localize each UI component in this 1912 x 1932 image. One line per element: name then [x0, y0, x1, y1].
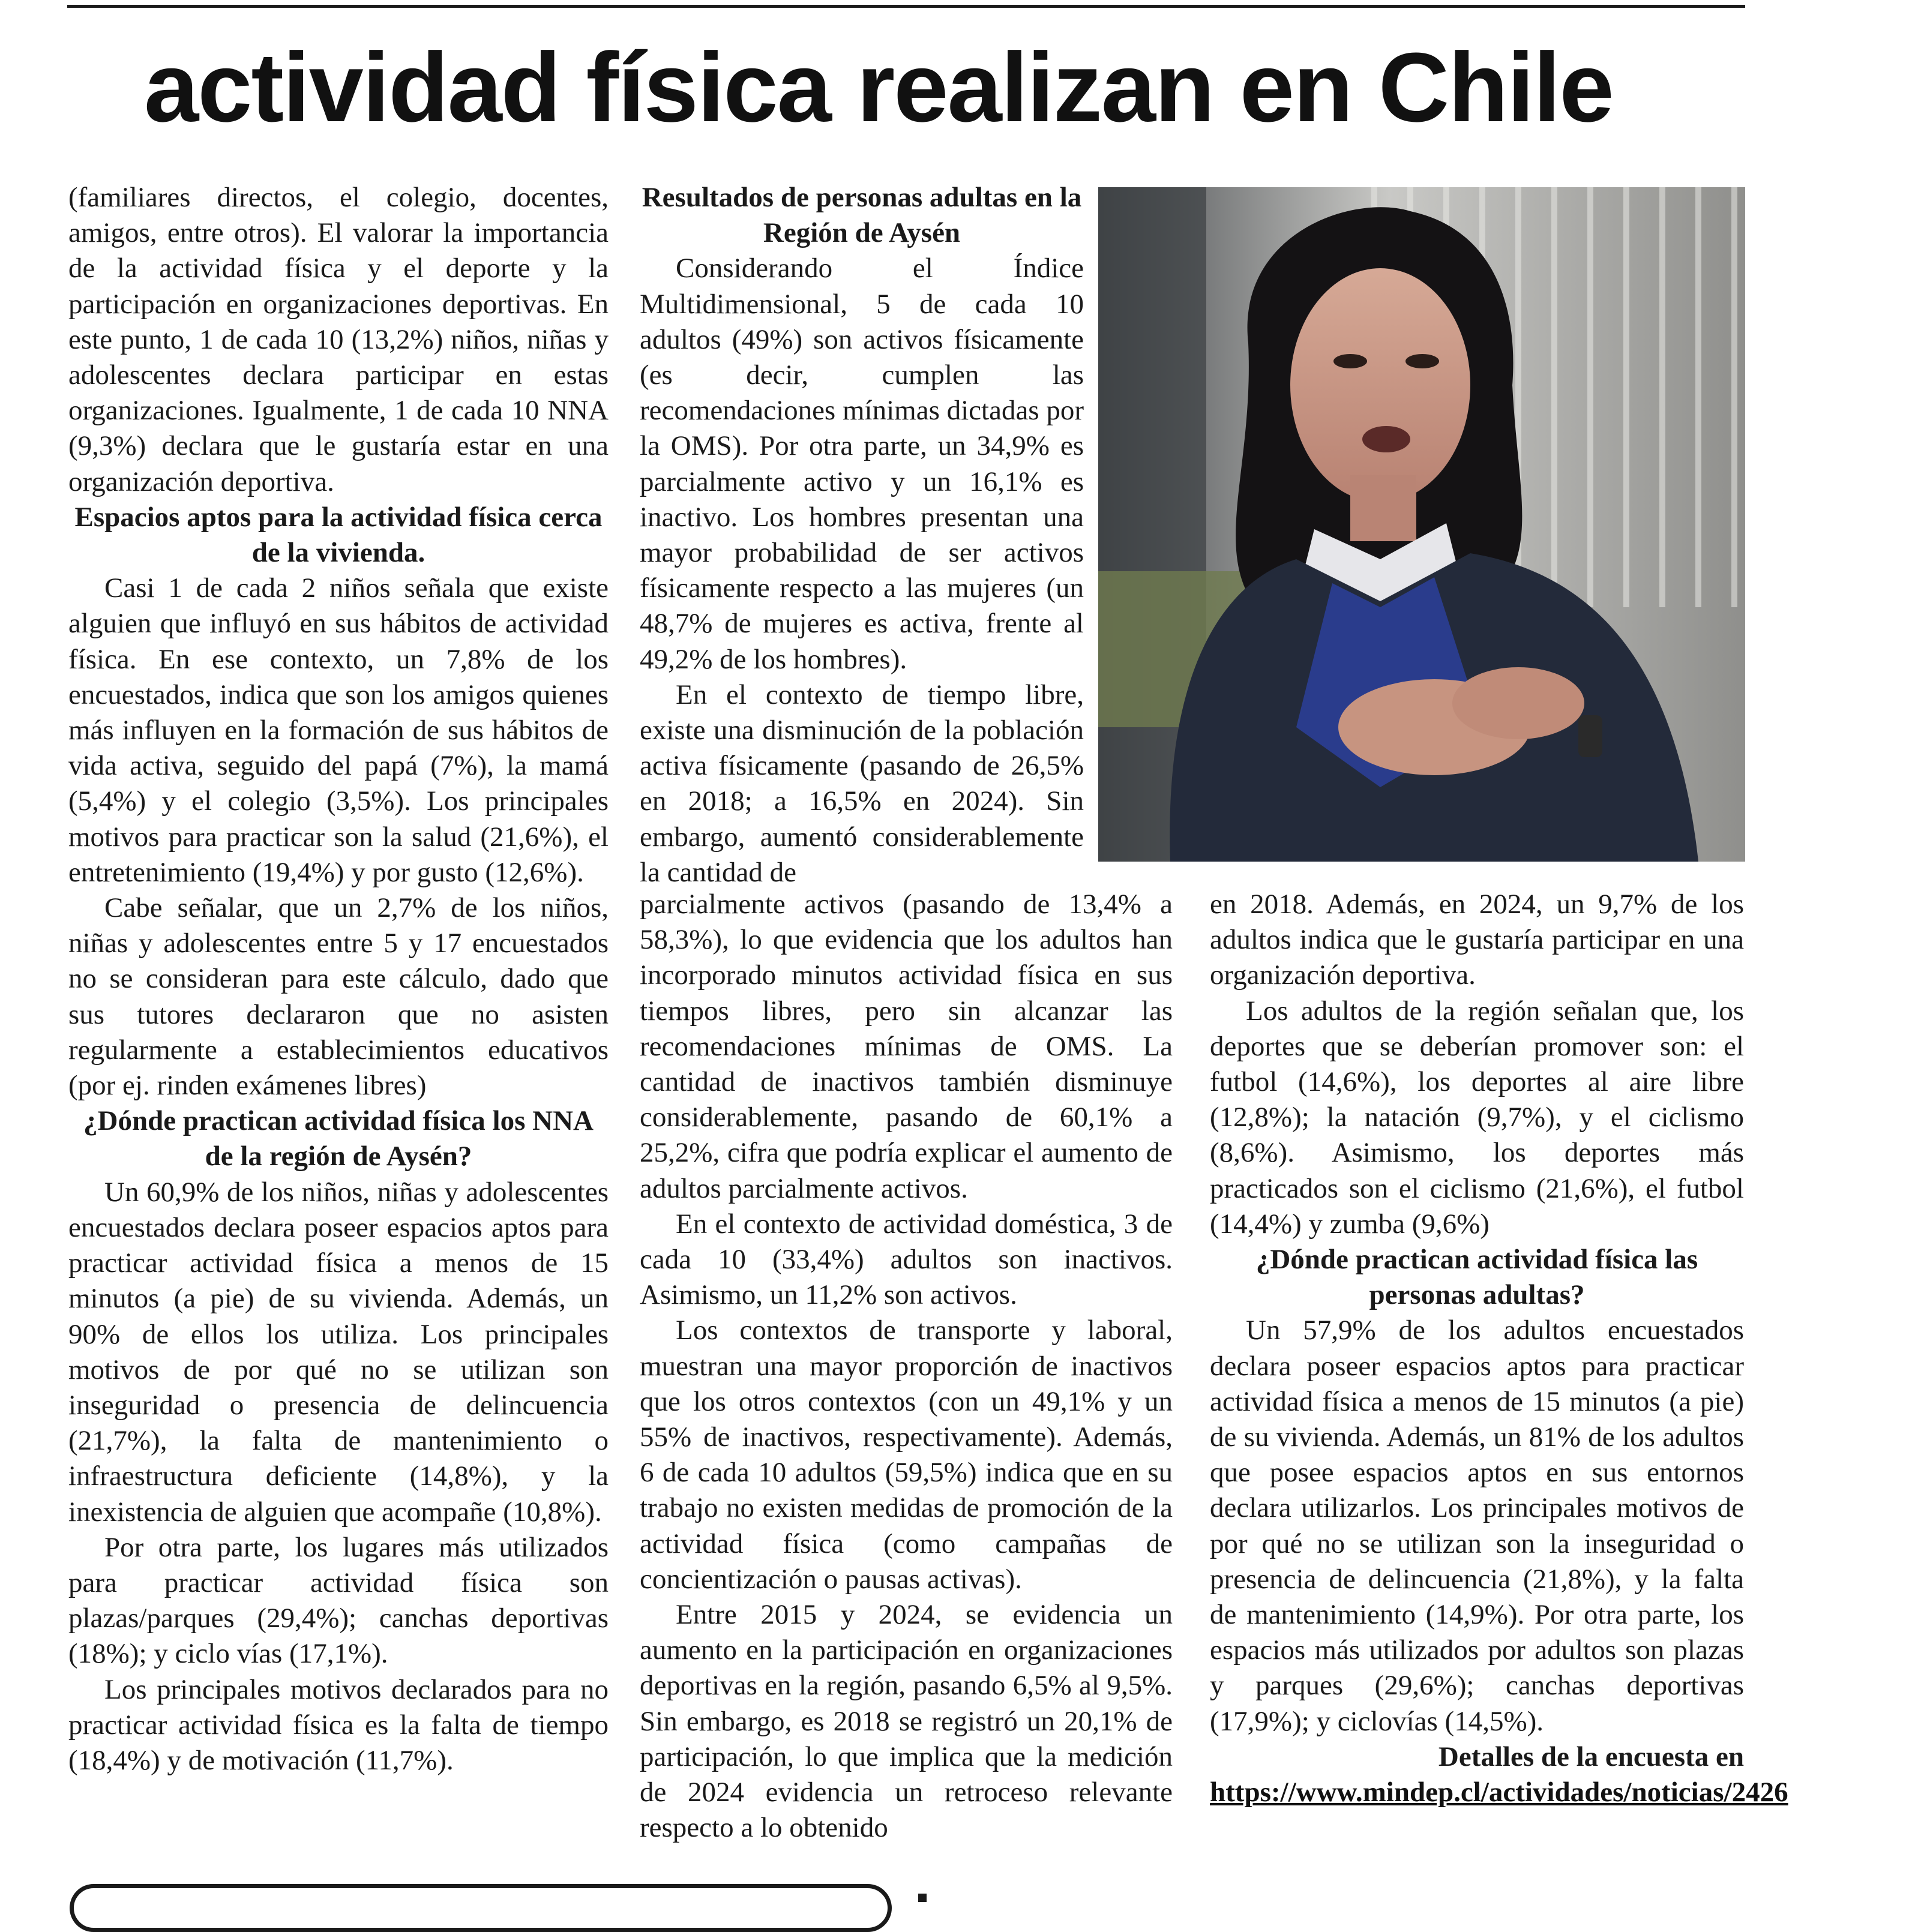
paragraph: Entre 2015 y 2024, se evidencia un aumento en la participación en organizaciones deportivas en la región, pasando 6,5% al 9,5%. Sin embargo, es 2018 se registró un 20,1% de participación, lo que implica que la medición de 2024 evidencia un retroceso relevante respecto a lo obtenido: [640, 1599, 1173, 1844]
paragraph: Por otra parte, los lugares más utilizados para practicar actividad física son plazas/parques (29,4%); canchas deportivas (18%); y ciclo vías (17,1%).: [68, 1531, 609, 1670]
paragraph: parcialmente activos (pasando de 13,4% a 58,3%), lo que evidencia que los adultos han incorporado minutos actividad física en sus tiempos libres, pero sin alcanzar las recomendaciones mínimas de OMS. La cantidad de inactivos también disminuye considerablemente, pasando de 60,1% a 25,2%, cifra que podría explicar el aumento de adultos parcialmente activos.: [640, 889, 1173, 1204]
top-rule: [67, 5, 1745, 8]
paragraph: en 2018. Además, en 2024, un 9,7% de los adultos indica que le gustaría participar en una organización deportiva.: [1210, 889, 1744, 991]
paragraph: Los principales motivos declarados para no practicar actividad física es la falta de tiempo (18,4%) y de motivación (11,7%).: [68, 1673, 609, 1776]
source-label: Detalles de la encuesta en: [1438, 1741, 1744, 1772]
article-column-1: [68, 180, 609, 1778]
subheading: ¿Dónde practican actividad física las personas adultas?: [1255, 1244, 1698, 1311]
paragraph: Un 57,9% de los adultos encuestados declara poseer espacios aptos para practicar actividad física a menos de 15 minutos (a pie) de su vivienda. Además, un 81% de los adultos que posee espacios aptos en sus entornos declara utilizarlos. Los principales motivos de por qué no se utilizan son la inseguridad o presencia de delincuencia (21,8%), y la falta de mantenimiento (14,9%). Por otra parte, los espacios más utilizados por adultos son plazas y parques (29,6%); canchas deportivas (17,9%); y ciclovías (14,5%).: [1210, 1315, 1744, 1737]
article-column-2-top: [640, 180, 1084, 890]
paragraph: Casi 1 de cada 2 niños señala que existe alguien que influyó en sus hábitos de actividad física. En ese contexto, un 7,8% de los encuestados, indica que son los amigos quienes más influyen en la formación de sus hábitos de vida activa, seguido del papá (7%), la mamá (5,4%) y el colegio (3,5%). Los principales motivos para practicar son la salud (21,6%), el entretenimiento (19,4%) y por gusto (12,6%).: [68, 572, 609, 888]
next-article-box: [70, 1884, 892, 1932]
subheading: Espacios aptos para la actividad física cerca de la vivienda.: [74, 501, 603, 569]
paragraph: En el contexto de actividad doméstica, 3 de cada 10 (33,4%) adultos son inactivos. Asimismo, un 11,2% son activos.: [640, 1208, 1173, 1311]
paragraph: Un 60,9% de los niños, niñas y adolescentes encuestados declara poseer espacios aptos para practicar actividad física a menos de 15 minutos (a pie) de su vivienda. Además, un 90% de ellos los utiliza. Los principales motivos de por qué no se utilizan son inseguridad o presencia de delincuencia (21,7%), la falta de mantenimiento o infraestructura deficiente (14,8%), y la inexistencia de alguien que acompañe (10,8%).: [68, 1176, 609, 1528]
source-link-wrapper: [1210, 1775, 1788, 1810]
source-link[interactable]: https://www.mindep.cl/actividades/noticias/2426: [1210, 1777, 1788, 1808]
photo-woman-speaking: [1098, 187, 1745, 862]
article-column-2-bottom: [640, 887, 1173, 1846]
paragraph: (familiares directos, el colegio, docentes, amigos, entre otros). El valorar la importancia de la actividad física y el deporte y la participación en organizaciones deportivas. En este punto, 1 de cada 10 (13,2%) niños, niñas y adolescentes declara participar en estas organizaciones. Igualmente, 1 de cada 10 NNA (9,3%) declara que le gustaría estar en una organización deportiva.: [68, 182, 609, 497]
headline: actividad física realizan en Chile: [144, 32, 1613, 142]
paragraph: En el contexto de tiempo libre, existe una disminución de la población activa físicamente (pasando de 26,5% en 2018; a 16,5% en 2024). Sin embargo, aumentó considerablemente la cantidad de: [640, 679, 1084, 888]
paragraph: Los adultos de la región señalan que, los deportes que se deberían promover son: el futbol (14,6%), los deportes al aire libre (12,8%); la natación (9,7%), y el ciclismo (8,6%). Asimismo, los deportes más practicados son el ciclismo (21,6%), el futbol (14,4%) y zumba (9,6%): [1210, 995, 1744, 1240]
next-article-marker: [918, 1894, 927, 1902]
subheading: ¿Dónde practican actividad física los NNA de la región de Aysén?: [83, 1105, 594, 1172]
paragraph: Considerando el Índice Multidimensional, 5 de cada 10 adultos (49%) son activos físicamente (es decir, cumplen las recomendaciones mínimas dictadas por la OMS). Por otra parte, un 34,9% es parcialmente activo y un 16,1% es inactivo. Los hombres presentan una mayor probabilidad de ser activos físicamente respecto a las mujeres (un 48,7% de mujeres es activa, frente al 49,2% de los hombres).: [640, 253, 1084, 675]
article-column-3: [1210, 887, 1788, 1810]
paragraph: Los contextos de transporte y laboral, muestran una mayor proporción de inactivos que los otros contextos (con un 49,1% y un 55% de inactivos, respectivamente). Además, 6 de cada 10 adultos (59,5%) indica que en su trabajo no existen medidas de promoción de la actividad física (como campañas de concientización o pausas activas).: [640, 1315, 1173, 1595]
photo-image: [1098, 187, 1745, 862]
paragraph: Cabe señalar, que un 2,7% de los niños, niñas y adolescentes entre 5 y 17 encuestados no se consideran para este cálculo, dado que sus tutores declararon que no asisten regularmente a establecimientos educativos (por ej. rinden exámenes libres): [68, 892, 609, 1102]
subheading: Resultados de personas adultas en la Región de Aysén: [642, 182, 1082, 249]
